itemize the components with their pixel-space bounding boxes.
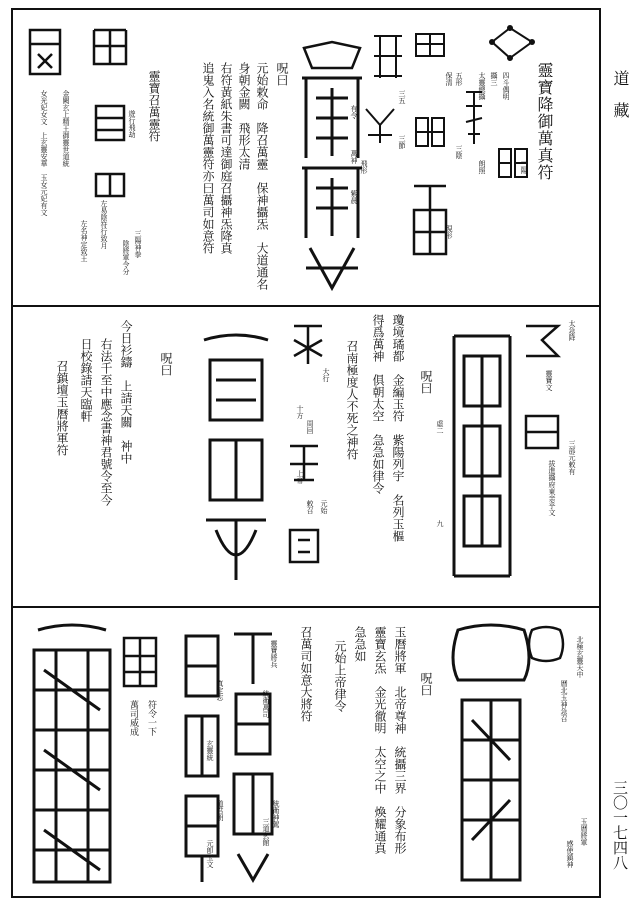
incantation-line-2: 身朝金闕 飛形太清 [237, 62, 251, 170]
mid-caption-4: 拔進攝府東亲乎文 [548, 460, 556, 516]
caption-5: 朗照 [478, 160, 486, 174]
incantation-label-top: 呪曰 [275, 62, 289, 86]
mid-caption-2: 靈寶文 [545, 370, 553, 391]
bot-note-1: 符令一下 [146, 700, 156, 736]
talisman-glyph-20 [118, 632, 162, 692]
caption-11: 三節 [398, 135, 406, 149]
note-1: 遊行飛劫 [128, 110, 136, 138]
bot-note-3: 真定志 [216, 680, 224, 701]
star-diagram [488, 22, 536, 64]
talisman-glyph-8 [90, 24, 130, 70]
mid-caption-8: 敕召 [306, 500, 314, 514]
talisman-glyph-13 [522, 412, 562, 452]
note-7: 女光妃女文 上玄靈安華 玉女元妃有文 [40, 90, 48, 216]
talisman-main-mid-2 [196, 330, 276, 586]
talisman-glyph-10 [90, 170, 130, 200]
bot-caption-2: 玉曆將軍 [580, 818, 588, 846]
bot-note-5: 道君朝 [216, 800, 224, 821]
talisman-glyph-16 [286, 526, 322, 566]
bot-note-6: 元卽玉文 [206, 840, 214, 868]
mid-line-1: 瓊境璚都 金編玉符 紫陽列宇 名列玉樞 [391, 314, 405, 542]
note-2: 左名神定致王 [80, 220, 88, 262]
mid-caption-9: 十方 [296, 405, 304, 419]
caption-3: 太靈總攝 [478, 72, 486, 100]
bot-note-2: 萬司威成 [128, 700, 138, 736]
note-3: 左易陰符行致月 [100, 200, 108, 249]
note-5: 三陽神拳 [134, 230, 142, 258]
mid-caption-3: 三部元敕有 [568, 440, 576, 475]
bot-caption-3: 曆北玉神急召 [560, 680, 568, 722]
talisman-glyph-4 [412, 112, 448, 152]
section-divider-1 [11, 305, 601, 307]
caption-1: 四斗偶明 [502, 72, 510, 100]
caption-14: 萬神 [350, 150, 358, 164]
page-number: 三〇一七四八 [611, 780, 629, 870]
note-4: 陰將軍令分 [122, 240, 130, 275]
talisman-glyph-2 [496, 145, 530, 181]
incantation-line-3: 右符黃紙朱書可達御庭召攝神炁降真 [219, 62, 233, 254]
incantation-label-mid: 呪曰 [419, 370, 433, 394]
mid-caption-7: 元始 [320, 500, 328, 514]
talisman-glyph-12 [522, 320, 562, 362]
bot-note-4: 玄靈統 [206, 740, 214, 761]
note-6: 金闕玄上精王御靈世道統 [62, 90, 70, 167]
talisman-glyph-5 [408, 180, 452, 260]
mid-line-5: 右法千至中應念書神君號令至今 [99, 338, 113, 506]
talisman-main-top [296, 38, 368, 294]
talisman-glyph-3 [410, 30, 450, 60]
bot-caption-5: 靈寶將兵 [270, 640, 278, 668]
mid-line-6: 日校錄請天臨軒 [79, 338, 93, 422]
mid-caption-12: 九 [436, 520, 444, 527]
mid-line-7: 召鎮壇玉曆將軍符 [55, 360, 69, 456]
caption-7: 保清 [445, 72, 453, 86]
caption-4: 三陽 [520, 160, 528, 174]
incantation-line-4: 追鬼入名統御萬靈符亦曰萬司如意符 [201, 62, 215, 254]
bot-caption-8: 三道玄館 [262, 818, 270, 846]
second-title-top: 靈寶召萬靈符 [147, 70, 161, 142]
incantation-line-1: 元始敕命 降召萬靈 保神攝炁 大道通名 [255, 62, 269, 290]
bot-caption-7: 統衛神駕 [272, 800, 280, 828]
caption-2: 攝三 [490, 72, 498, 86]
caption-12: 飛形 [360, 160, 368, 174]
collection-label: 道 藏 [611, 70, 630, 118]
mid-caption-5: 大行 [322, 368, 330, 382]
mid-line-2: 得爲萬神 俱朝太空 急急如律令 [371, 314, 385, 494]
talisman-glyph-14 [288, 320, 328, 370]
bot-line-2: 靈寶玄炁 金光徹明 太空之中 煥耀通真 [373, 626, 387, 854]
bot-line-3: 急急如 [353, 626, 367, 662]
talisman-title: 靈寶降御萬真符 [535, 62, 554, 181]
mid-caption-6: 周回 [306, 420, 314, 434]
caption-6: 五形 [455, 72, 463, 86]
section-divider-2 [11, 606, 601, 608]
bot-caption-6: 統衛萬司 [262, 690, 270, 718]
bot-caption-4: 感使鎮神 [566, 840, 574, 868]
incantation-label-bot: 呪曰 [419, 672, 433, 696]
bot-line-1: 玉曆將軍 北帝尊神 統攝三界 分象布形 [393, 626, 407, 854]
talisman-main-bot-2 [26, 620, 118, 890]
incantation-label-mid-2: 呪曰 [159, 352, 173, 376]
talisman-glyph-11 [24, 24, 66, 80]
mid-caption-1: 太急降 [568, 320, 576, 341]
caption-8: 三陰 [455, 145, 463, 159]
talisman-main-bot [448, 620, 534, 890]
caption-15: 紫晨 [350, 190, 358, 204]
caption-13: 有令 [350, 105, 358, 119]
talisman-glyph-15 [286, 440, 322, 486]
talisman-main-mid [448, 326, 516, 586]
talisman-glyph-6 [370, 32, 406, 82]
bot-line-4: 元始上帝律令 [333, 640, 347, 712]
mid-caption-11: 虛二 [436, 420, 444, 434]
mid-line-4: 今日衫鑄 上請天關 衶中 [119, 320, 133, 464]
mid-caption-10: 上帝 [296, 470, 304, 484]
bot-line-5: 召萬司如意大將符 [299, 626, 313, 722]
bot-caption-1: 北極玄靈天中 [576, 636, 584, 678]
caption-9: 現形 [445, 225, 453, 239]
caption-10: 三五 [398, 90, 406, 104]
talisman-glyph-9 [90, 100, 130, 146]
talisman-glyph-1 [462, 88, 486, 148]
mid-line-3: 召南極度人不死之神符 [345, 340, 359, 460]
